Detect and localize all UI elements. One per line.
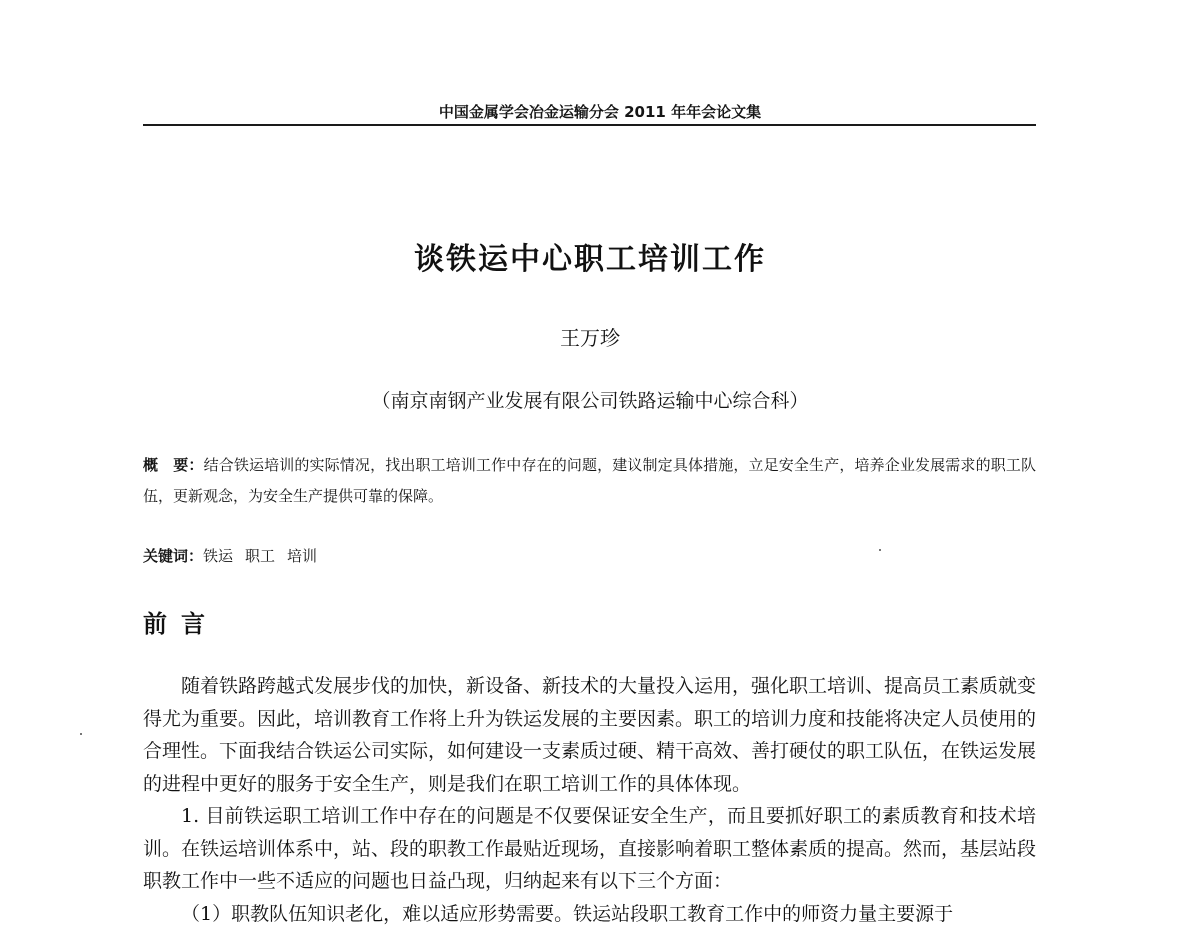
scan-speck bbox=[80, 733, 82, 735]
section-heading: 前言 bbox=[143, 610, 219, 638]
keyword: 职工 bbox=[245, 547, 276, 565]
body-text bbox=[143, 670, 1036, 930]
paper-title: 谈铁运中心职工培训工作 bbox=[414, 242, 766, 277]
scan-speck bbox=[879, 549, 881, 551]
paragraph: 1. 目前铁运职工培训工作中存在的问题是不仅要保证安全生产，而且要抓好职工的素质教育和技术培训。在铁运培训体系中，站、段的职教工作最贴近现场，直接影响着职工整体素质的提高。然而，基层站段职教工作中一些不适应的问题也日益凸现，归纳起来有以下三个方面： bbox=[143, 805, 1037, 892]
running-head: 中国金属学会冶金运输分会 2011 年年会论文集 bbox=[438, 103, 762, 121]
paragraph: 随着铁路跨越式发展步伐的加快，新设备、新技术的大量投入运用，强化职工培训、提高员工素质就变得尤为重要。因此，培训教育工作将上升为铁运发展的主要因素。职工的培训力度和技能将决定人员使用的合理性。下面我结合铁运公司实际，如何建设一支素质过硬、精干高效、善打硬仗的职工队伍，在铁运发展的进程中更好的服务于安全生产，则是我们在职工培训工作的具体体现。 bbox=[143, 675, 1037, 795]
abstract bbox=[143, 450, 1036, 512]
header-rule bbox=[143, 124, 1036, 126]
keyword: 铁运 bbox=[203, 547, 234, 565]
paragraph: （1）职教队伍知识老化，难以适应形势需要。铁运站段职工教育工作中的师资力量主要源于 bbox=[181, 902, 954, 925]
abstract-label: 概 要： bbox=[143, 456, 204, 474]
keywords-label: 关键词： bbox=[143, 547, 204, 565]
author-name: 王万珍 bbox=[560, 326, 620, 350]
keywords bbox=[143, 545, 329, 566]
abstract-text: 结合铁运培训的实际情况，找出职工培训工作中存在的问题，建议制定具体措施，立足安全生产，培养企业发展需求的职工队伍，更新观念，为安全生产提供可靠的保障。 bbox=[143, 456, 1036, 505]
keyword: 培训 bbox=[287, 547, 318, 565]
author-affiliation: （南京南钢产业发展有限公司铁路运输中心综合科） bbox=[371, 390, 809, 412]
